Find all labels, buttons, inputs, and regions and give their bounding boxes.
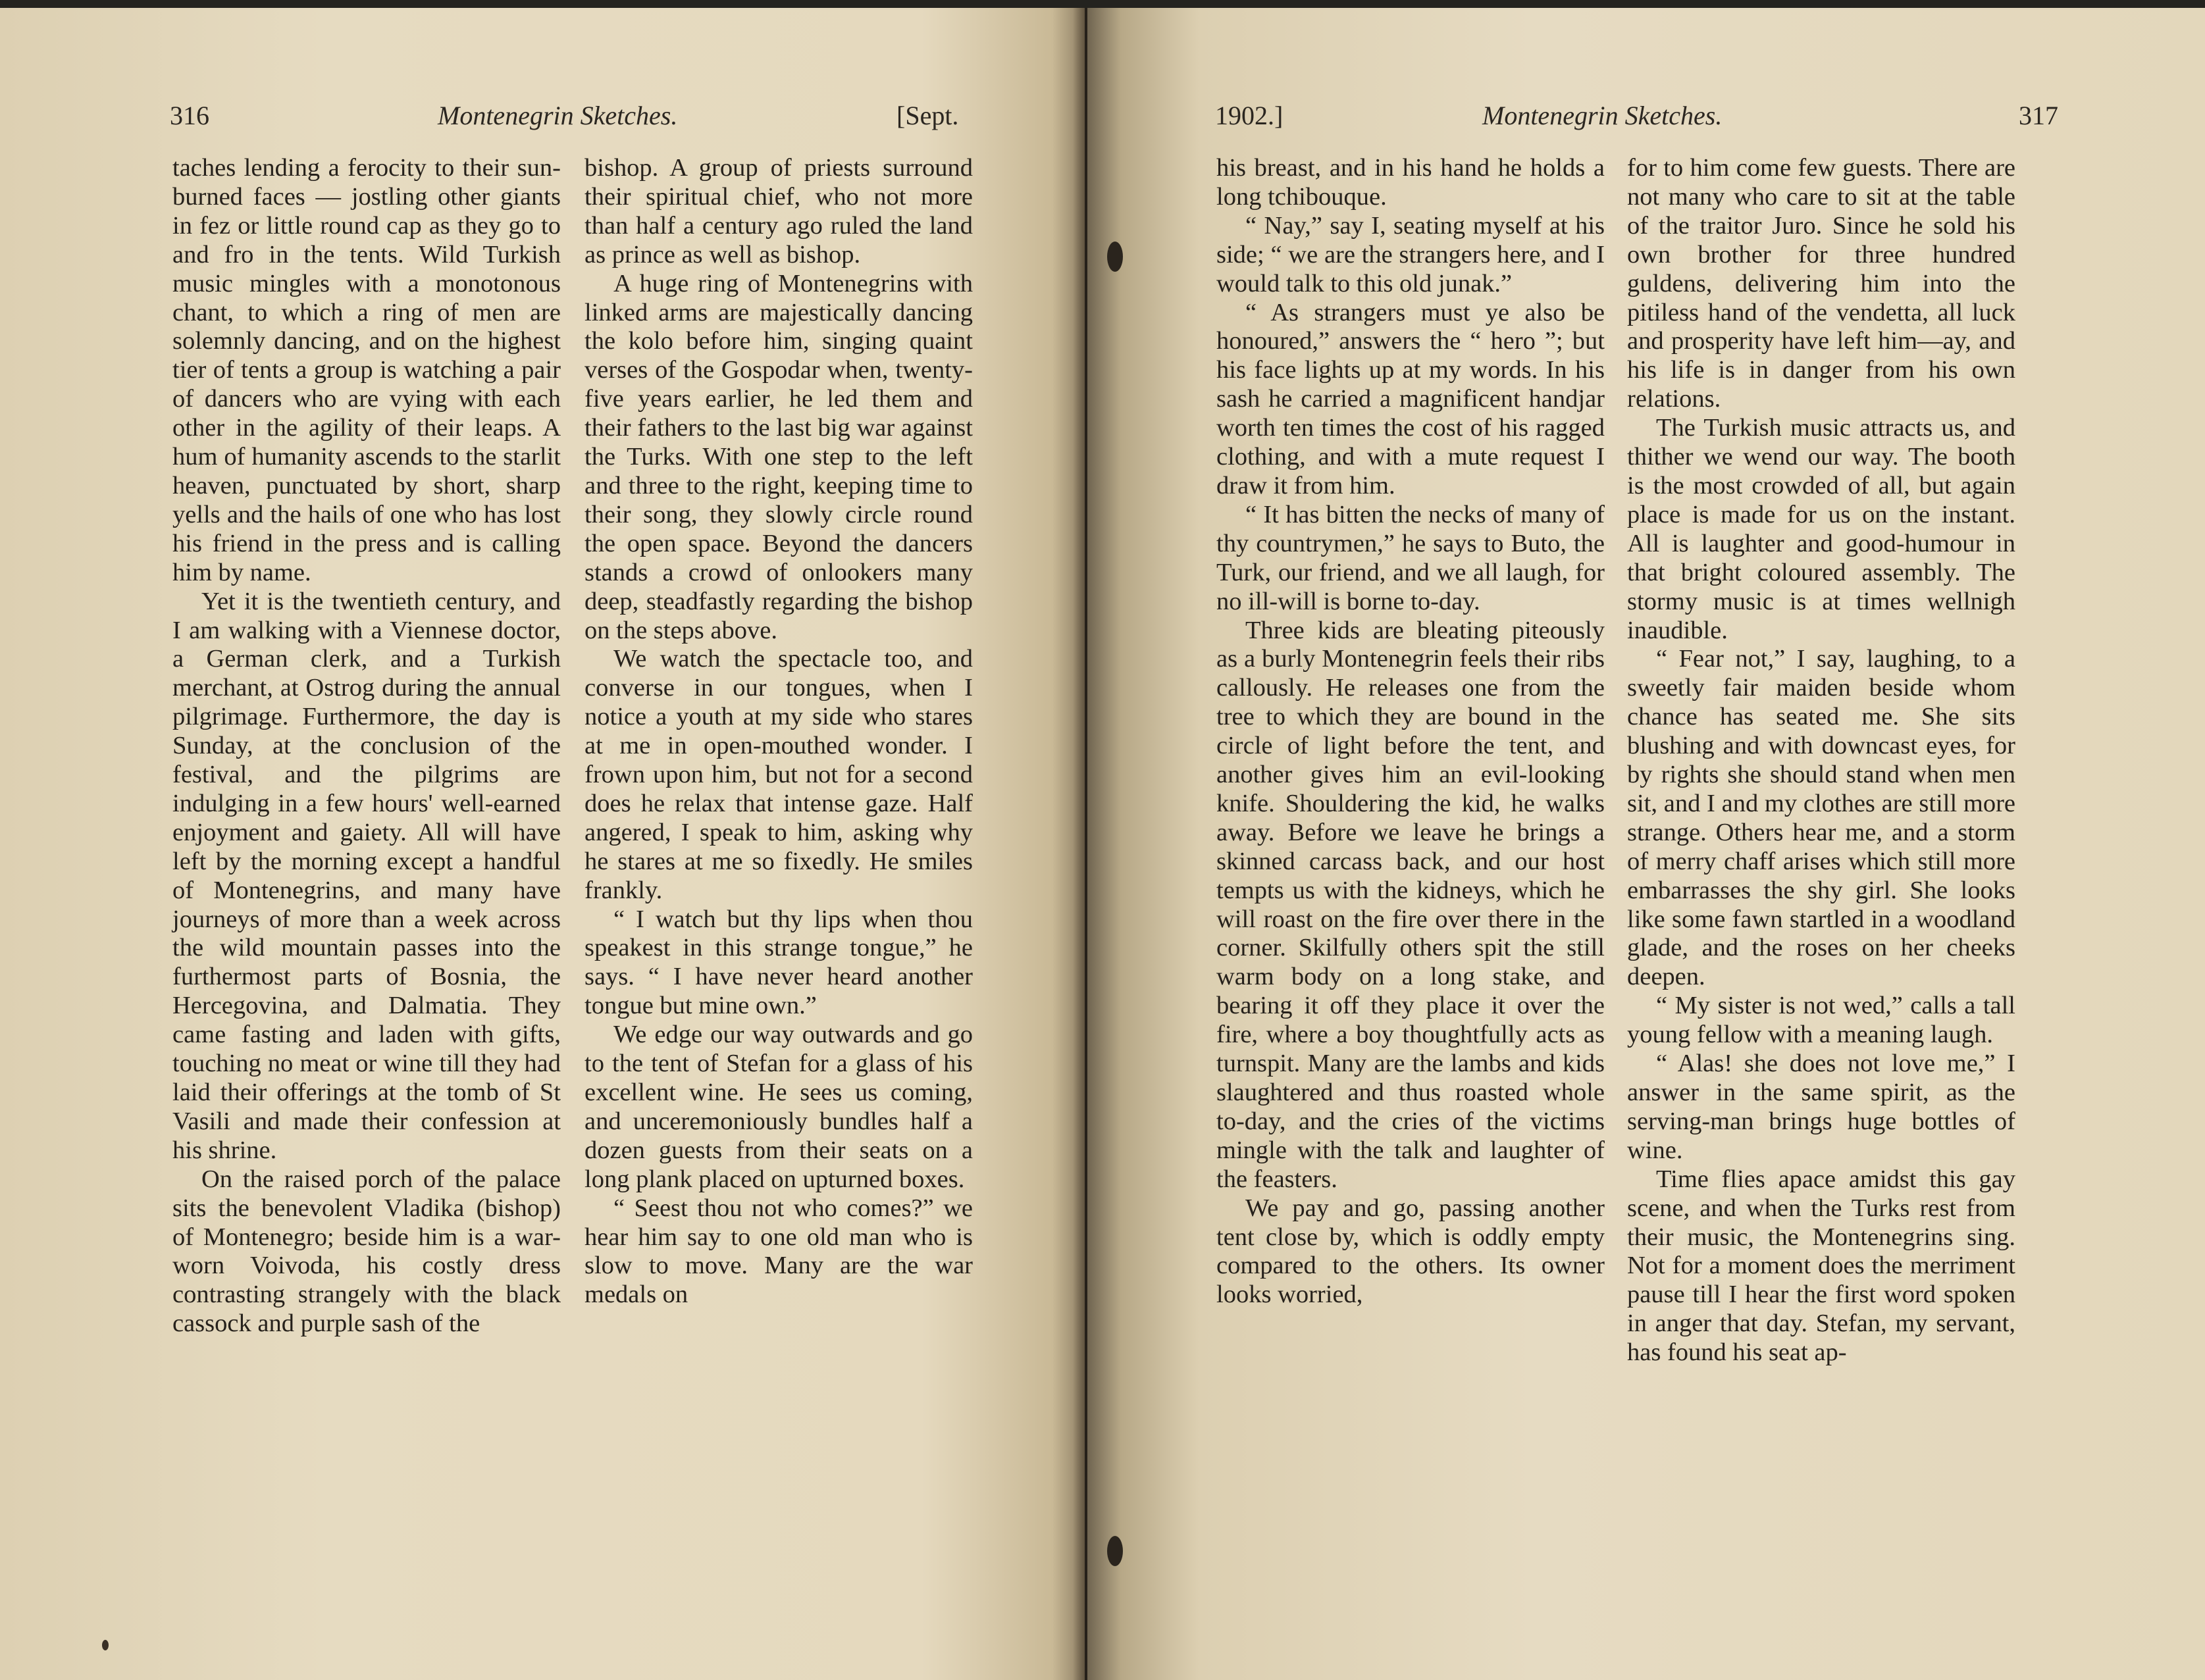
page-number: 317 [2019, 101, 2058, 130]
binding-hole [1107, 1536, 1123, 1566]
running-title: Montenegrin Sketches. [438, 101, 678, 130]
paragraph: Three kids are bleating piteously as a burly Montenegrin feels their ribs callously. He releases one from the tree to which they are bound in the circle of light before the tent, and another gives him an evil-looking knife. Shouldering the kid, he walks away. Before we leave he brings a skinned carcass back, and our host tempts us with the kidneys, which he will roast on the fire over there in the corner. Skilfully others spit the still warm body on a long stake, and bearing it off they place it over the fire, where a boy thoughtfully acts as turnspit. Many are the lambs and kids slaughtered and thus roasted whole to-day, and the cries of the victims mingle with the talk and laughter of the feasters. [1216, 616, 1605, 1193]
right-column-2 [1627, 154, 2015, 1367]
left-page [0, 8, 1085, 1680]
binding-hole [1107, 242, 1123, 272]
right-column-1 [1216, 154, 1605, 1310]
ink-speck [102, 1640, 109, 1650]
date-mark: 1902.] [1215, 101, 1284, 130]
date-mark: [Sept. [896, 101, 959, 130]
left-column-1 [172, 154, 561, 1338]
paragraph: “ Seest thou not who comes?” we hear him say to one old man who is slow to move. Many are the war medals on [584, 1194, 973, 1309]
paragraph: his breast, and in his hand he holds a long tchibouque. [1216, 154, 1605, 211]
paragraph: taches lending a ferocity to their sun-burned faces — jostling other giants in fez or little round cap as they go to and fro in the tents. Wild Turkish music mingles with a monotonous chant, to which a ring of men are solemnly dancing, and on the highest tier of tents a group is watching a pair of dancers who are vying with each other in the agility of their leaps. A hum of humanity ascends to the starlit heaven, punctuated by short, sharp yells and the hails of one who has lost his friend in the press and is calling him by name. [172, 154, 561, 586]
paragraph: bishop. A group of priests surround their spiritual chief, who not more than half a century ago ruled the land as prince as well as bishop. [584, 154, 973, 268]
paragraph: “ My sister is not wed,” calls a tall young fellow with a meaning laugh. [1627, 992, 2015, 1049]
paragraph: “ Nay,” say I, seating myself at his side; “ we are the strangers here, and I would talk to this old junak.” [1216, 211, 1605, 297]
paragraph: Yet it is the twentieth century, and I am walking with a Viennese doctor, a German clerk, and a Turkish merchant, at Ostrog during the annual pilgrimage. Furthermore, the day is Sunday, at the conclusion of the festival, and the pilgrims are indulging in a few hours' well-earned enjoyment and gaiety. All will have left by the morning except a handful of Montenegrins, and many have journeys of more than a week across the wild mountain passes into the furthermost parts of Bosnia, the Hercegovina, and Dalmatia. They came fasting and laden with gifts, touching no meat or wine till they had laid their offerings at the tomb of St Vasili and made their confession at his shrine. [172, 587, 561, 1164]
paragraph: “ Alas! she does not love me,” I answer in the same spirit, as the serving-man brings huge bottles of wine. [1627, 1050, 2015, 1164]
paragraph: We watch the spectacle too, and converse in our tongues, when I notice a youth at my side who stares at me in open-mouthed wonder. I frown upon him, but not for a second does he relax that intense gaze. Half angered, I speak to him, asking why he stares at me so fixedly. He smiles frankly. [584, 645, 973, 904]
right-page [1087, 8, 2205, 1680]
paragraph: “ As strangers must ye also be honoured,” answers the “ hero ”; but his face lights up at my words. In his sash he carried a magnificent handjar worth ten times the cost of his ragged clothing, and with a mute request I draw it from him. [1216, 298, 1605, 499]
left-column-2 [584, 154, 973, 1310]
paragraph: “ It has bitten the necks of many of thy countrymen,” he says to Buto, the Turk, our friend, and we all laugh, for no ill-will is borne to-day. [1216, 500, 1605, 615]
paragraph: A huge ring of Montenegrins with linked arms are majestically dancing the kolo before him, singing quaint verses of the Gospodar when, twenty-five years earlier, he led them and their fathers to the last big war against the Turks. With one step to the left and three to the right, keeping time to their song, they slowly circle round the open space. Beyond the dancers stands a crowd of onlookers many deep, steadfastly regarding the bishop on the steps above. [584, 269, 973, 644]
paragraph: The Turkish music attracts us, and thither we wend our way. The booth is the most crowded of all, but again place is made for us on the instant. All is laughter and good-humour in that bright coloured assembly. The stormy music is at times wellnigh inaudible. [1627, 414, 2015, 644]
paragraph: We pay and go, passing another tent close by, which is oddly empty compared to the others. Its owner looks worried, [1216, 1194, 1605, 1309]
paragraph: “ I watch but thy lips when thou speakest in this strange tongue,” he says. “ I have never heard another tongue but mine own.” [584, 905, 973, 1020]
paragraph: for to him come few guests. There are not many who care to sit at the table of the traitor Juro. Since he sold his own brother for three hundred guldens, delivering him into the pitiless hand of the vendetta, all luck and prosperity have left him—ay, and his life is in danger from his own relations. [1627, 154, 2015, 413]
paragraph: We edge our way outwards and go to the tent of Stefan for a glass of his excellent wine. He sees us coming, and unceremoniously bundles half a dozen guests from their seats on a long plank placed on upturned boxes. [584, 1021, 973, 1193]
paragraph: Time flies apace amidst this gay scene, and when the Turks rest from their music, the Montenegrins sing. Not for a moment does the merriment pause till I hear the first word spoken in anger that day. Stefan, my servant, has found his seat ap- [1627, 1165, 2015, 1367]
paragraph: On the raised porch of the palace sits the benevolent Vladika (bishop) of Montenegro; beside him is a war-worn Voivoda, his costly dress contrasting strangely with the black cassock and purple sash of the [172, 1165, 561, 1338]
running-title: Montenegrin Sketches. [1482, 101, 1723, 130]
paragraph: “ Fear not,” I say, laughing, to a sweetly fair maiden beside whom chance has seated me. She sits blushing and with downcast eyes, for by rights she should stand when men sit, and I and my clothes are still more strange. Others hear me, and a storm of merry chaff arises which still more embarrasses the shy girl. She looks like some fawn startled in a woodland glade, and the roses on her cheeks deepen. [1627, 645, 2015, 991]
page-number: 316 [170, 101, 209, 130]
